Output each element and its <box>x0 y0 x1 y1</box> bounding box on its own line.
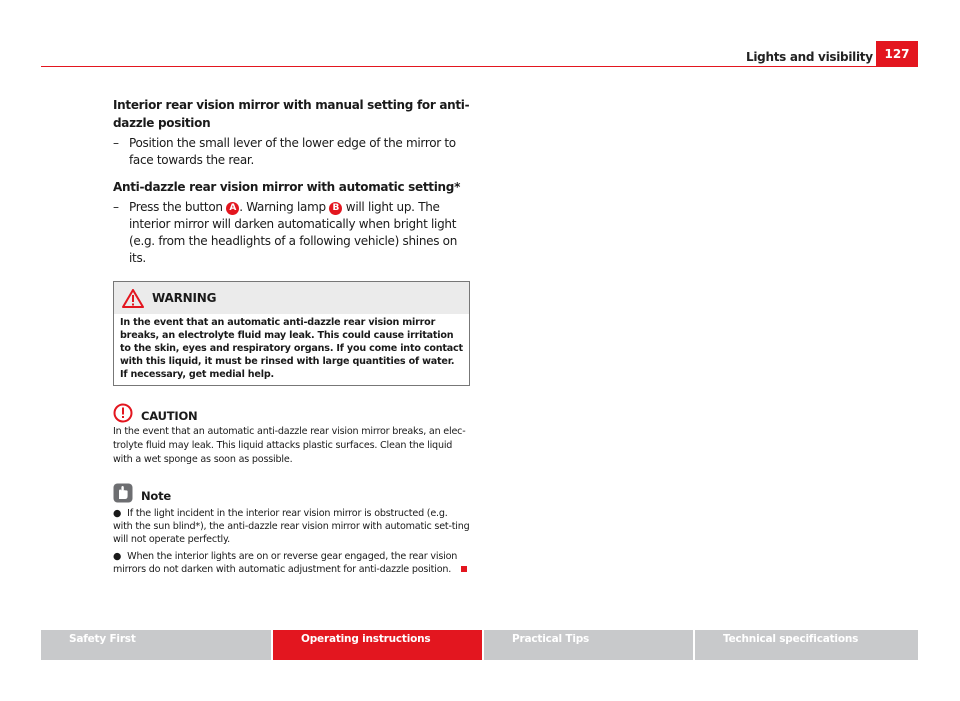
main-content <box>113 96 470 576</box>
automatic-step-part3: will light up. The interior mirror will darken automatically when bright light (e.g. from the headlights of a following vehicle) shines on its. <box>129 200 458 265</box>
footer-tab-operating-instructions[interactable]: Operating instructions <box>273 630 484 660</box>
caution-title: CAUTION <box>141 409 198 423</box>
caution-text: In the event that an automatic anti-dazzle rear vision mirror breaks, an elec-trolyte fluid may leak. This liquid attacks plastic surfaces. Clean the liquid with a wet sponge as soon as possible. <box>113 426 466 465</box>
button-a-marker: A <box>226 202 239 215</box>
section-end-marker <box>461 566 467 572</box>
bullet-icon: ● <box>113 551 122 562</box>
note-item <box>113 507 470 546</box>
footer-tab-safety-first[interactable]: Safety First <box>41 630 273 660</box>
warning-triangle-icon <box>122 289 144 308</box>
note-item-text: When the interior lights are on or reverse gear engaged, the rear vision mirrors do not darken with automatic adjustment for anti-dazzle position. <box>113 551 458 575</box>
step-dash: – <box>113 200 119 214</box>
step-dash: – <box>113 136 119 150</box>
header-rule <box>41 66 918 67</box>
warning-lamp-b-marker: B <box>329 202 342 215</box>
manual-step-text: Position the small lever of the lower edge of the mirror to face towards the rear. <box>129 136 456 167</box>
warning-header <box>114 282 469 314</box>
warning-title: WARNING <box>152 291 217 305</box>
header-title: Lights and visibility <box>746 50 873 64</box>
manual-mirror-heading: Interior rear vision mirror with manual setting for anti-dazzle position <box>113 98 470 130</box>
manual-step <box>113 135 470 169</box>
footer-tab-practical-tips[interactable]: Practical Tips <box>484 630 695 660</box>
note-title: Note <box>141 489 172 503</box>
caution-exclamation-icon <box>113 403 133 423</box>
automatic-mirror-heading: Anti-dazzle rear vision mirror with automatic setting* <box>113 180 461 194</box>
footer-nav <box>41 630 918 660</box>
page-number-badge: 127 <box>876 41 918 67</box>
automatic-step <box>113 199 470 267</box>
warning-text: In the event that an automatic anti-dazzle rear vision mirror breaks, an electrolyte fluid may leak. This could cause irritation to the skin, eyes and respiratory organs. If you come into contact with this liquid, it must be rinsed with large quantities of water. If necessary, get medial help. <box>120 317 463 380</box>
warning-box <box>113 281 470 386</box>
caution-header <box>113 403 470 423</box>
note-item <box>113 550 470 576</box>
caution-block <box>113 403 470 467</box>
automatic-step-part2: . Warning lamp <box>239 200 330 214</box>
note-header <box>113 483 470 503</box>
bullet-icon: ● <box>113 508 122 519</box>
note-item-text: If the light incident in the interior rear vision mirror is obstructed (e.g. with the sun blind*), the anti-dazzle rear vision mirror with automatic set-ting will not operate perfectly. <box>113 508 470 545</box>
automatic-step-part1: Press the button <box>129 200 227 214</box>
note-block <box>113 483 470 576</box>
footer-tab-technical-specifications[interactable]: Technical specifications <box>695 630 918 660</box>
note-hand-icon <box>113 483 133 503</box>
